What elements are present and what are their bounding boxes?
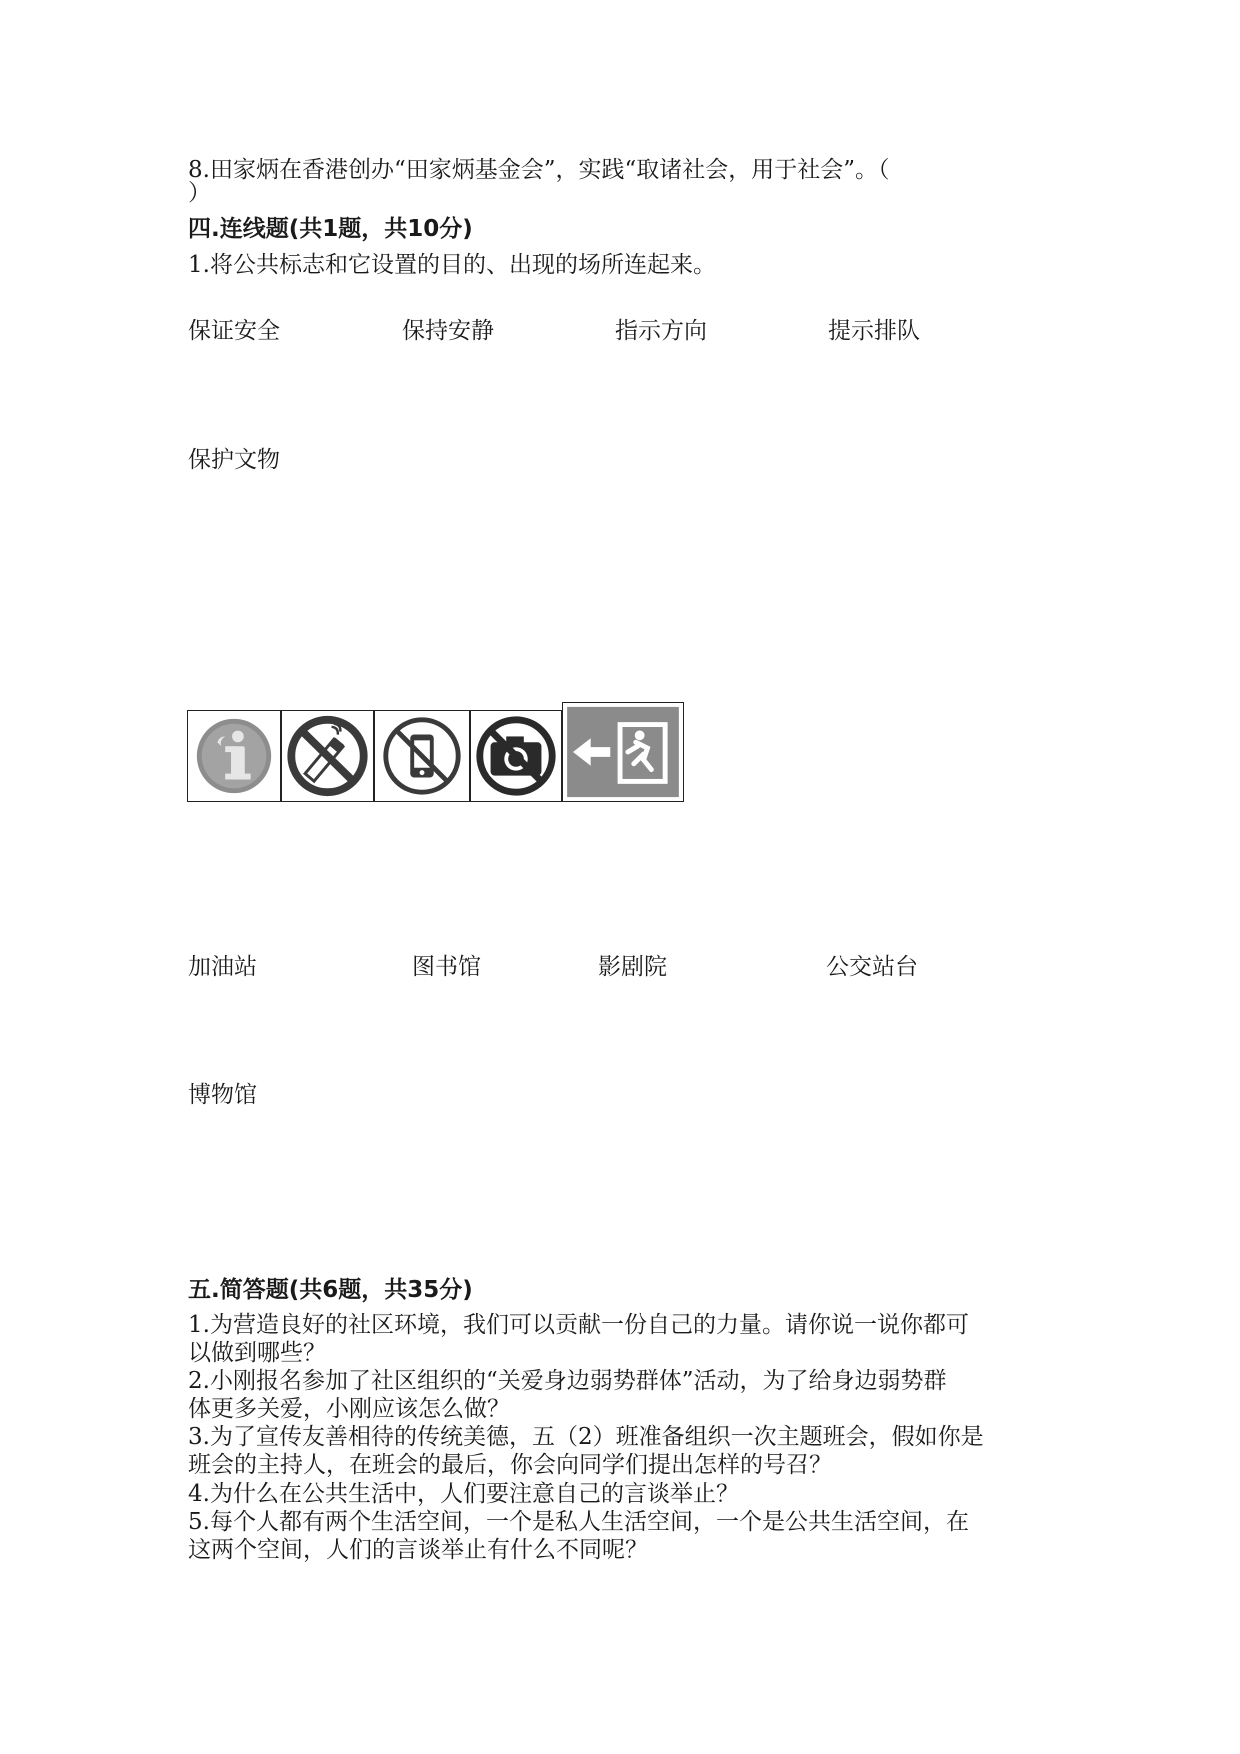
- emergency-exit-icon: [563, 703, 683, 801]
- information-icon: [188, 711, 280, 801]
- question-8-line-1: 8.田家炳在香港创办“田家炳基金会”，实践“取诸社会，用于社会”。（: [188, 157, 890, 183]
- place-label-5: 博物馆: [188, 1082, 257, 1108]
- short-answer-2-line-1: 2.小刚报名参加了社区组织的“关爱身边弱势群体”活动，为了给身边弱势群: [188, 1368, 947, 1394]
- purpose-label-3: 指示方向: [615, 318, 707, 344]
- short-answer-5-line-1: 5.每个人都有两个生活空间，一个是私人生活空间，一个是公共生活空间，在: [188, 1509, 969, 1535]
- short-answer-1-line-2: 以做到哪些？: [188, 1340, 326, 1366]
- no-smoking-icon: [282, 711, 373, 801]
- place-label-3: 影剧院: [598, 954, 667, 980]
- short-answer-3-line-1: 3.为了宣传友善相待的传统美德，五（2）班准备组织一次主题班会，假如你是: [188, 1424, 984, 1450]
- section-5-title: 五.简答题(共6题，共35分): [188, 1277, 473, 1303]
- no-photography-sign: [470, 710, 562, 802]
- no-phone-icon: [375, 711, 469, 801]
- purpose-label-5: 保护文物: [188, 447, 280, 473]
- place-label-2: 图书馆: [412, 954, 481, 980]
- purpose-label-2: 保持安静: [402, 318, 494, 344]
- place-label-4: 公交站台: [826, 954, 918, 980]
- section-4-question-1: 1.将公共标志和它设置的目的、出现的场所连起来。: [188, 252, 716, 278]
- no-photography-icon: [471, 711, 561, 801]
- short-answer-5-line-2: 这两个空间，人们的言谈举止有什么不同呢？: [188, 1537, 648, 1563]
- no-smoking-sign: [281, 710, 374, 802]
- section-4-title: 四.连线题(共1题，共10分): [188, 216, 473, 242]
- emergency-exit-sign: [562, 702, 684, 802]
- information-sign: [187, 710, 281, 802]
- place-label-1: 加油站: [188, 954, 257, 980]
- short-answer-4: 4.为什么在公共生活中，人们要注意自己的言谈举止？: [188, 1481, 739, 1507]
- purpose-label-1: 保证安全: [188, 318, 280, 344]
- question-8-line-2: ）: [188, 180, 211, 206]
- purpose-label-4: 提示排队: [828, 318, 920, 344]
- short-answer-2-line-2: 体更多关爱，小刚应该怎么做？: [188, 1396, 510, 1422]
- short-answer-1-line-1: 1.为营造良好的社区环境，我们可以贡献一份自己的力量。请你说一说你都可: [188, 1312, 969, 1338]
- short-answer-3-line-2: 班会的主持人，在班会的最后，你会向同学们提出怎样的号召？: [188, 1452, 832, 1478]
- no-phone-sign: [374, 710, 470, 802]
